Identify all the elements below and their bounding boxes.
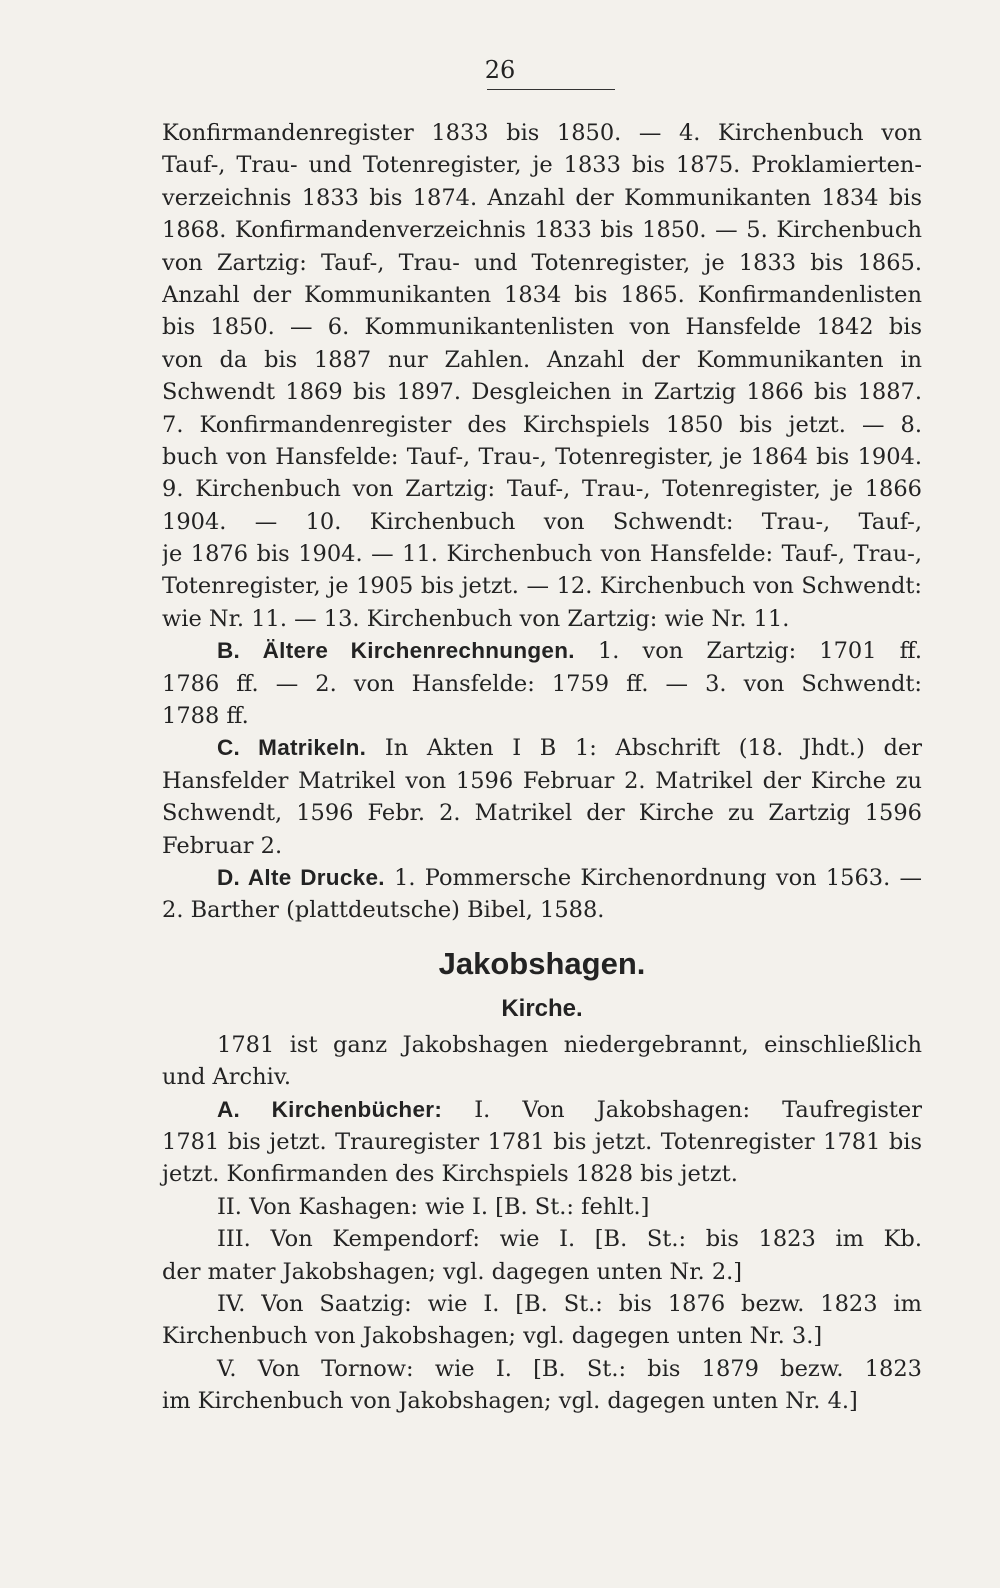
page-number: 26 bbox=[484, 56, 516, 84]
text-line: 9. Kirchenbuch von Zartzig: Tauf-, Trau-, Totenregister, je 1866 bbox=[162, 476, 922, 503]
section-a-line bbox=[162, 1094, 922, 1126]
section-c-label: C. Matrikeln. bbox=[217, 735, 367, 761]
section-b-label: B. Ältere Kirchenrechnungen. bbox=[217, 638, 575, 664]
text-line: 2. Barther (plattdeutsche) Bibel, 1588. bbox=[162, 897, 605, 924]
section-b-text: 1. von Zartzig: 1701 ff. bbox=[597, 638, 922, 665]
list-item: IV. Von Saatzig: wie I. [B. St.: bis 1876 bezw. 1823 im bbox=[217, 1290, 922, 1317]
text-line: wie Nr. 11. — 13. Kirchenbuch von Zartzig: wie Nr. 11. bbox=[162, 605, 790, 632]
section-d-text: 1. Pommersche Kirchenordnung von 1563. — bbox=[394, 864, 922, 891]
list-item-continuation: der mater Jakobshagen; vgl. dagegen unten Nr. 2.] bbox=[162, 1258, 743, 1285]
text-line: 1904. — 10. Kirchenbuch von Schwendt: Trau-, Tauf-, bbox=[162, 508, 922, 535]
text-line: bis 1850. — 6. Kommunikantenlisten von Hansfelde 1842 bis bbox=[162, 314, 922, 341]
page-number-rule bbox=[487, 89, 615, 90]
text-line: von Zartzig: Tauf-, Trau- und Totenregister, je 1833 bis 1865. bbox=[162, 249, 922, 276]
text-line: Konfirmandenregister 1833 bis 1850. — 4. Kirchenbuch von bbox=[162, 120, 922, 146]
list-item: III. Von Kempendorf: wie I. [B. St.: bis 1823 im Kb. bbox=[217, 1226, 922, 1253]
text-line: buch von Hansfelde: Tauf-, Trau-, Totenregister, je 1864 bis 1904. bbox=[162, 443, 922, 470]
list-item: II. Von Kashagen: wie I. [B. St.: fehlt.] bbox=[217, 1193, 650, 1220]
text-line: Schwendt 1869 bis 1897. Desgleichen in Zartzig 1866 bis 1887. bbox=[162, 379, 922, 406]
text-line: Anzahl der Kommunikanten 1834 bis 1865. Konfirmandenlisten bbox=[162, 281, 922, 308]
text-line: und Archiv. bbox=[162, 1064, 292, 1091]
text-line: 1868. Konfirmandenverzeichnis 1833 bis 1850. — 5. Kirchenbuch bbox=[162, 217, 922, 244]
text-line: von da bis 1887 nur Zahlen. Anzahl der Kommunikanten in bbox=[162, 346, 922, 373]
section-c-text: In Akten I B 1: Abschrift (18. Jhdt.) der bbox=[384, 735, 922, 762]
section-heading: Jakobshagen. bbox=[438, 945, 646, 981]
body-text bbox=[162, 117, 922, 1417]
section-subheading: Kirche. bbox=[501, 994, 583, 1022]
text-line: Tauf-, Trau- und Totenregister, je 1833 bis 1875. Proklamierten- bbox=[162, 152, 922, 179]
text-line: jetzt. Konfirmanden des Kirchspiels 1828 bis jetzt. bbox=[162, 1161, 738, 1188]
text-line: 7. Konfirmandenregister des Kirchspiels 1850 bis jetzt. — 8. bbox=[162, 411, 922, 438]
text-line: 1786 ff. — 2. von Hansfelde: 1759 ff. — 3. von Schwendt: bbox=[162, 670, 922, 697]
list-item: V. Von Tornow: wie I. [B. St.: bis 1879 bezw. 1823 bbox=[217, 1355, 922, 1382]
text-line: Totenregister, je 1905 bis jetzt. — 12. Kirchenbuch von Schwendt: bbox=[162, 573, 922, 600]
section-a-label: A. Kirchenbücher: bbox=[217, 1096, 443, 1122]
section-b-line bbox=[162, 635, 922, 667]
text-line: je 1876 bis 1904. — 11. Kirchenbuch von Hansfelde: Tauf-, Trau-, bbox=[162, 541, 922, 568]
section-d-line bbox=[162, 862, 922, 894]
text-line: Februar 2. bbox=[162, 832, 283, 859]
list-item-continuation: Kirchenbuch von Jakobshagen; vgl. dagegen unten Nr. 3.] bbox=[162, 1323, 823, 1350]
list-item-continuation: im Kirchenbuch von Jakobshagen; vgl. dagegen unten Nr. 4.] bbox=[162, 1388, 858, 1415]
text-line: 1788 ff. bbox=[162, 703, 249, 730]
section-c-line bbox=[162, 732, 922, 764]
text-line: Hansfelder Matrikel von 1596 Februar 2. Matrikel der Kirche zu bbox=[162, 767, 922, 794]
section-a-text: I. Von Jakobshagen: Taufregister bbox=[474, 1096, 922, 1123]
text-line: 1781 bis jetzt. Trauregister 1781 bis jetzt. Totenregister 1781 bis bbox=[162, 1128, 922, 1155]
section-d-label: D. Alte Drucke. bbox=[217, 864, 385, 890]
text-line: 1781 ist ganz Jakobshagen niedergebrannt, einschließlich bbox=[217, 1031, 922, 1058]
text-line: Schwendt, 1596 Febr. 2. Matrikel der Kirche zu Zartzig 1596 bbox=[162, 800, 922, 827]
text-line: verzeichnis 1833 bis 1874. Anzahl der Kommunikanten 1834 bis bbox=[162, 184, 922, 211]
